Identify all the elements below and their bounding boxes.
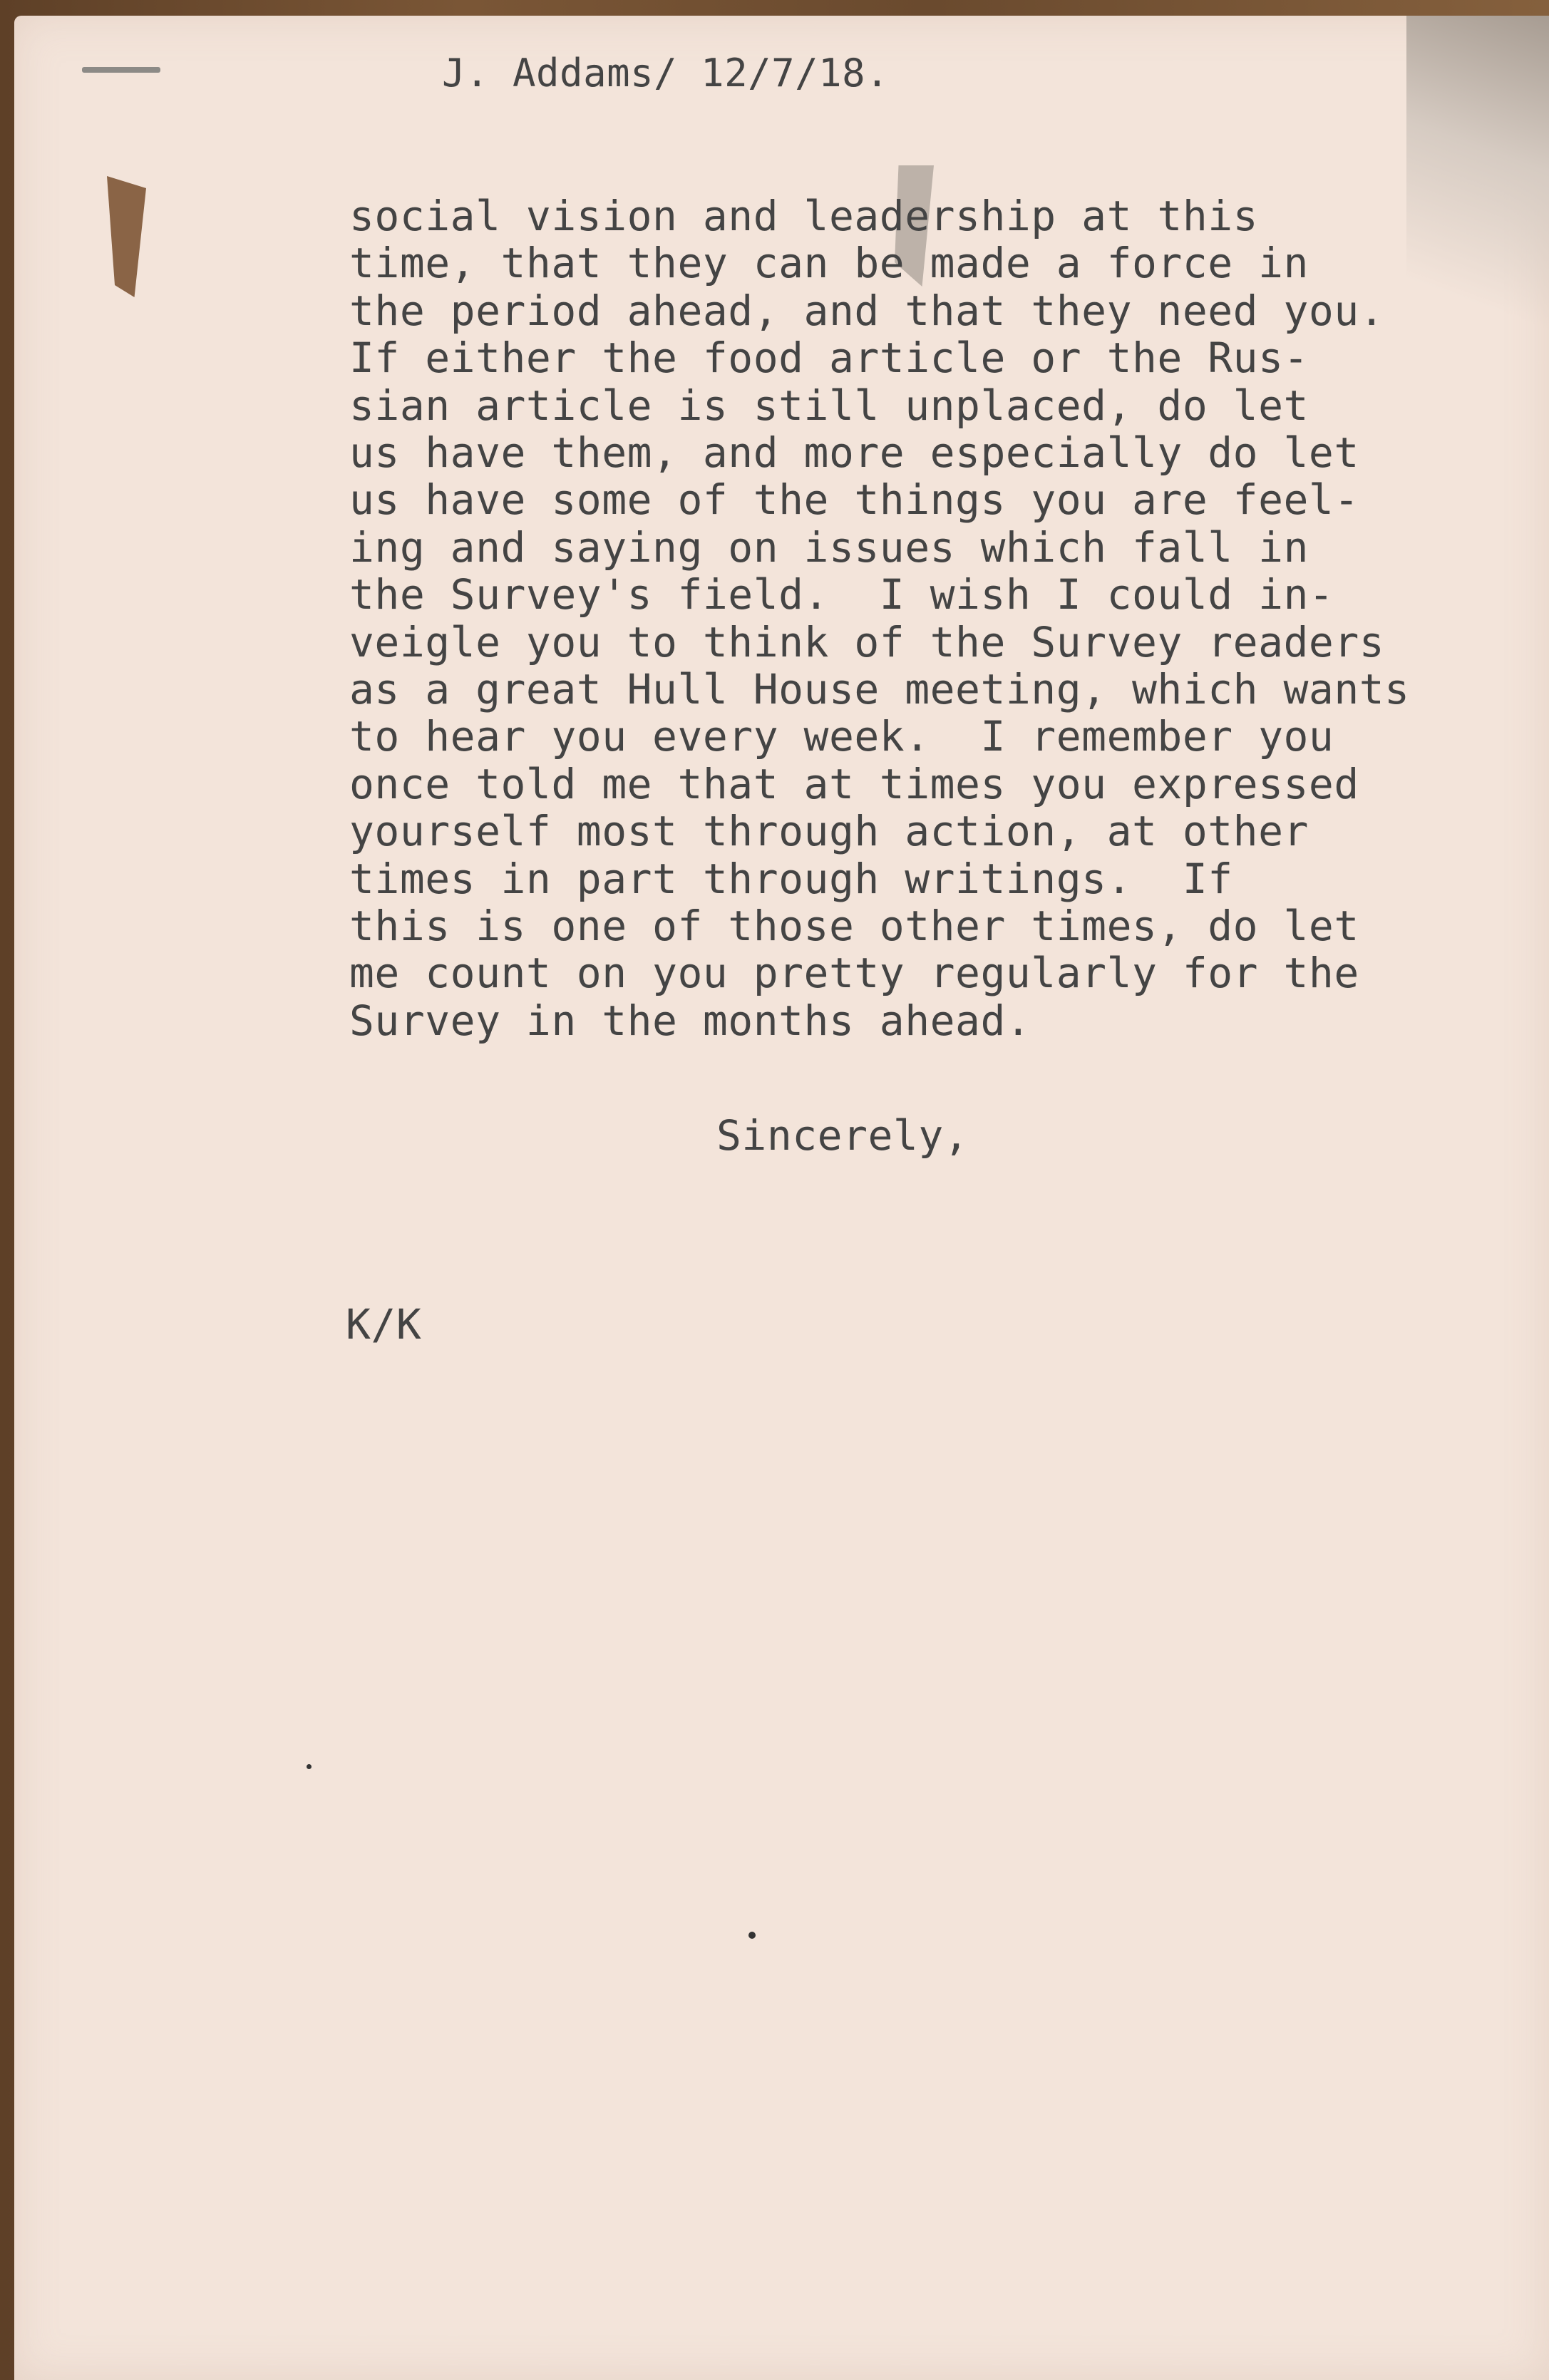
body-line: as a great Hull House meeting, which wants — [349, 665, 1410, 714]
body-line: ing and saying on issues which fall in — [349, 522, 1309, 572]
body-line: If either the food article or the Rus- — [349, 334, 1309, 383]
body-line: to hear you every week. I remember you — [349, 712, 1334, 761]
body-line: veigle you to think of the Survey readers — [349, 617, 1385, 666]
body-line: the Survey's field. I wish I could in- — [349, 570, 1334, 619]
body-line: Survey in the months ahead. — [349, 996, 1031, 1045]
body-line: sian article is still unplaced, do let — [349, 381, 1309, 430]
paper-speck — [748, 1932, 756, 1939]
worn-corner — [1406, 16, 1549, 358]
body-line: yourself most through action, at other — [349, 807, 1309, 856]
body-line: us have some of the things you are feel- — [349, 475, 1359, 525]
body-line: the period ahead, and that they need you. — [349, 286, 1385, 335]
body-line: social vision and leadership at this — [349, 192, 1259, 240]
body-line: time, that they can be made a force in — [349, 239, 1309, 288]
paper-speck — [307, 1764, 312, 1769]
body-line: me count on you pretty regularly for the — [349, 949, 1359, 998]
body-line: us have them, and more especially do let — [349, 428, 1359, 477]
staple-mark — [82, 67, 160, 73]
typist-initials: K/K — [346, 1300, 422, 1349]
body-line: once told me that at times you expressed — [349, 759, 1359, 808]
body-line: this is one of those other times, do let — [349, 902, 1359, 950]
body-line: times in part through writings. If — [349, 854, 1233, 903]
letter-closing: Sincerely, — [716, 1111, 969, 1160]
torn-hole-left — [107, 176, 146, 297]
letter-header: J. Addams/ 12/7/18. — [442, 51, 890, 96]
